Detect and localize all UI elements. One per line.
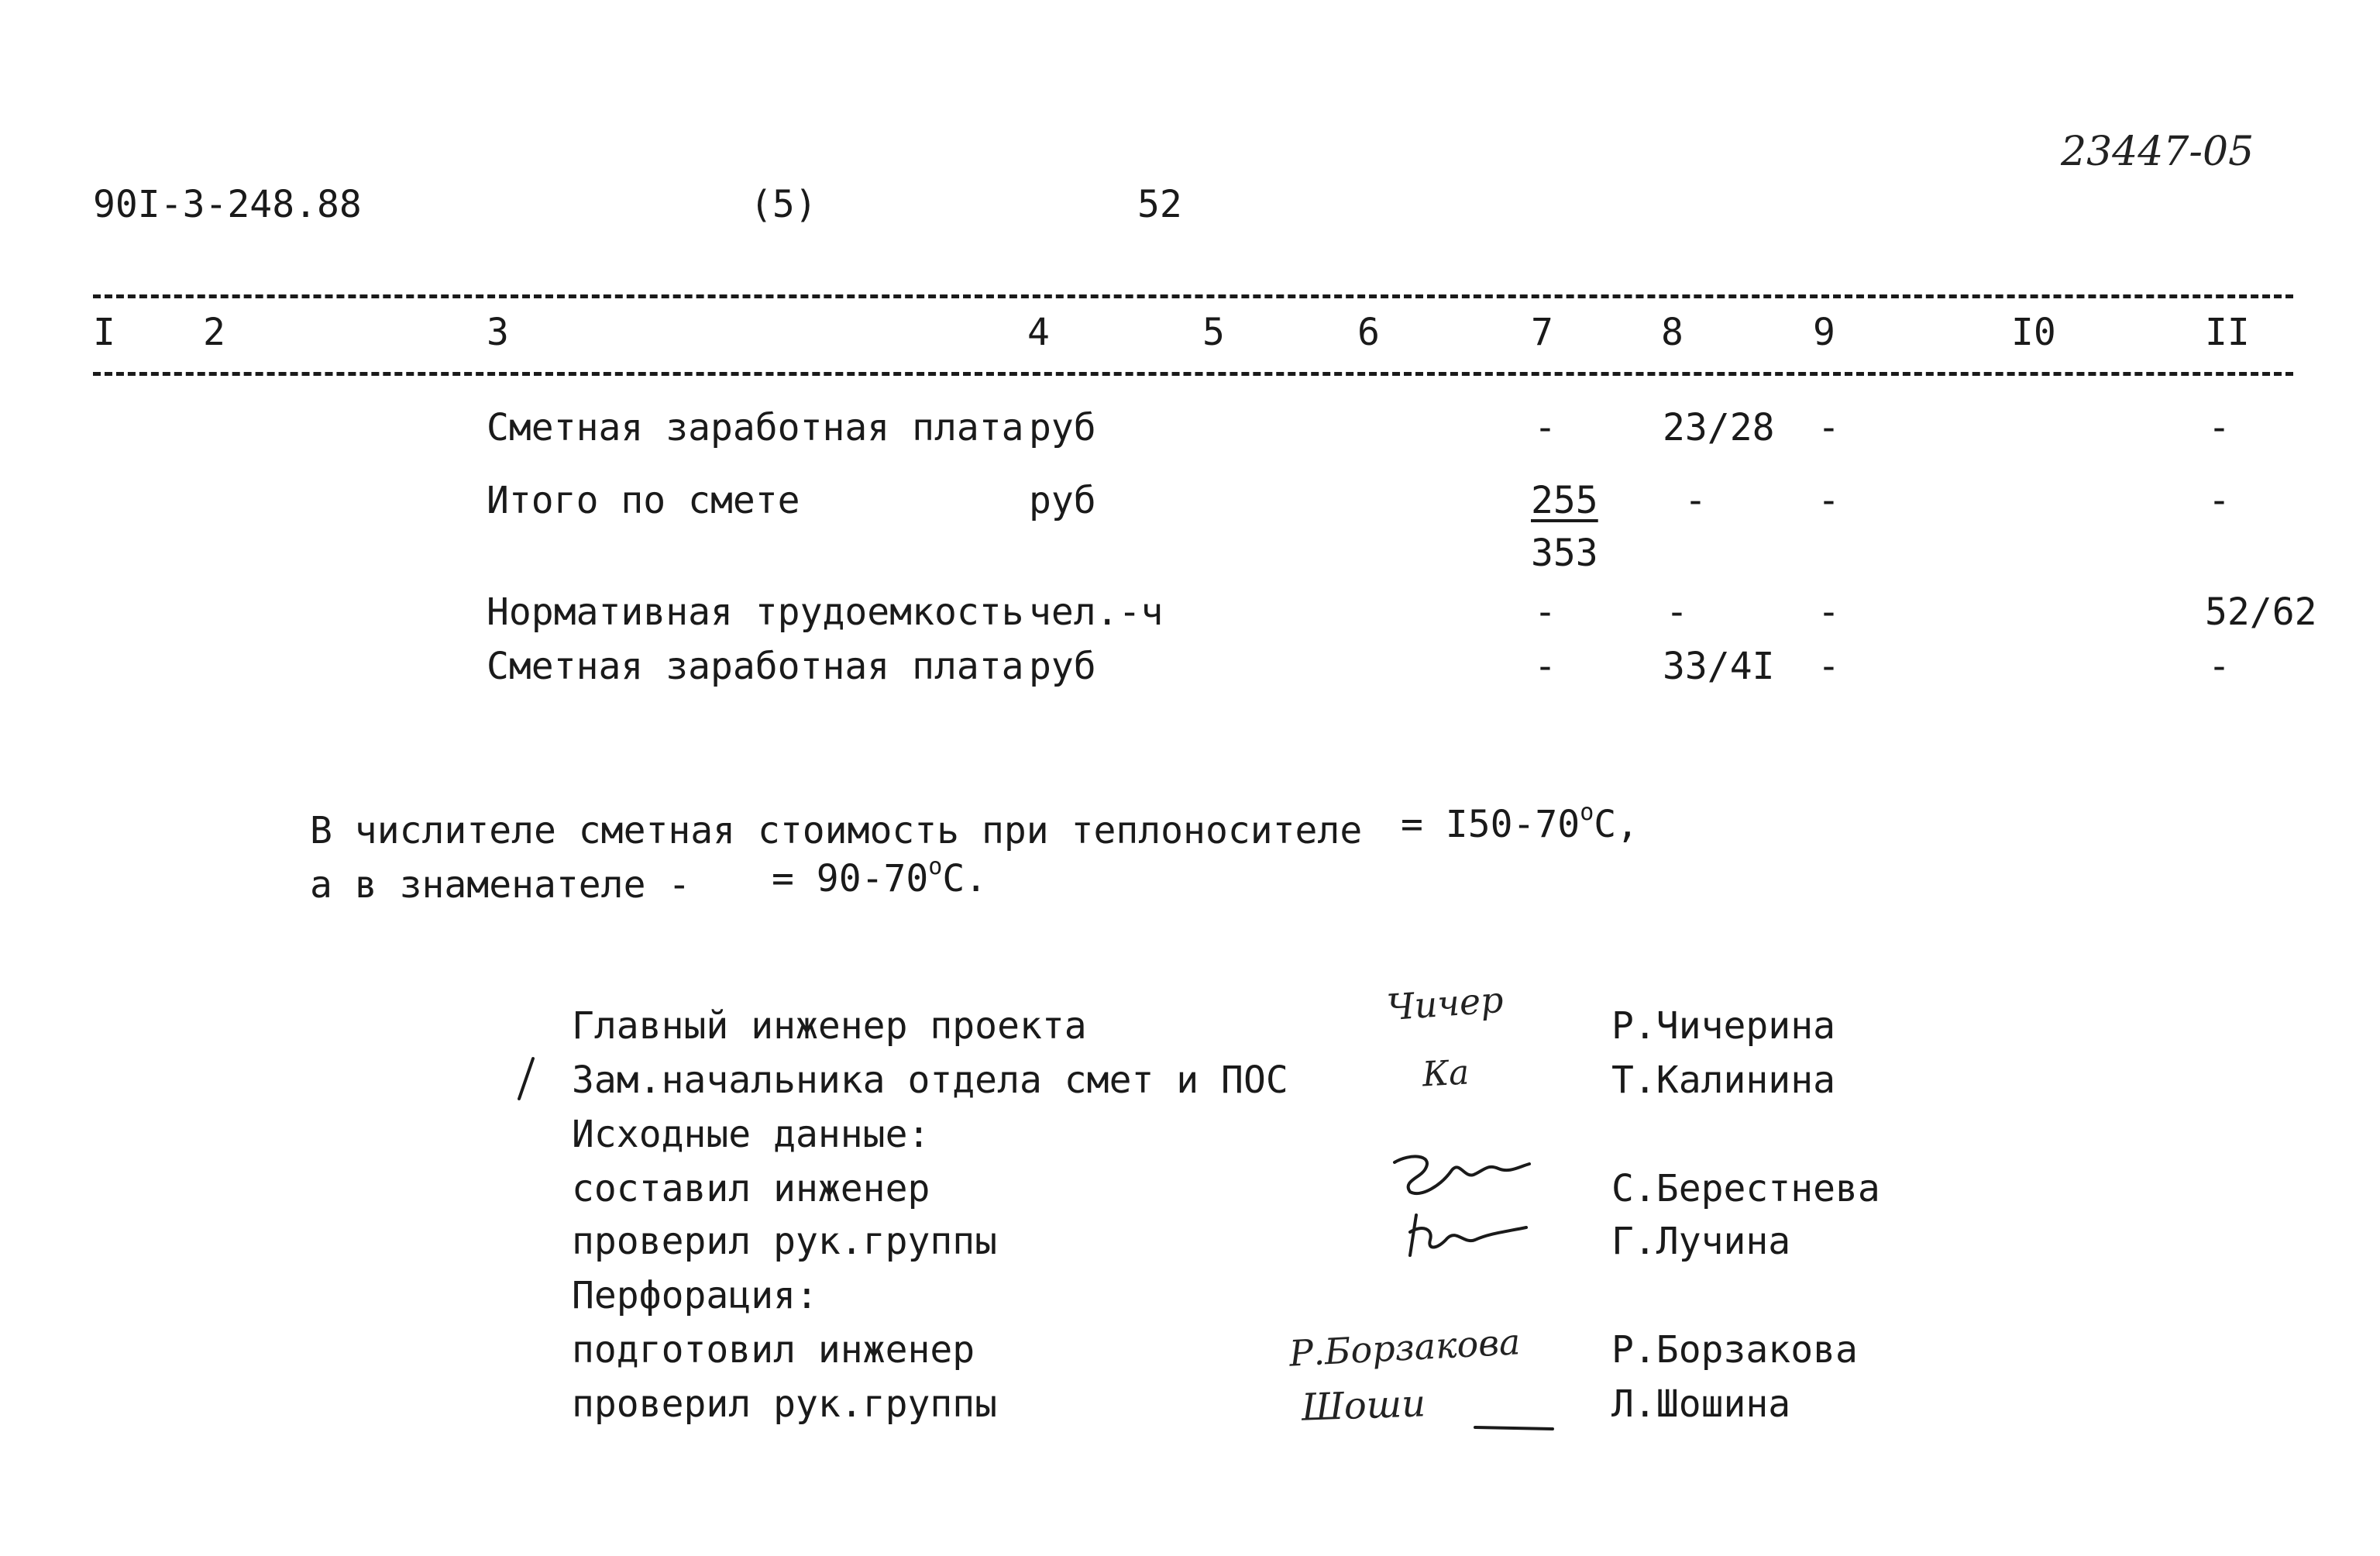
row-1-col7: - xyxy=(1534,406,1556,449)
stamp-number: 23447-05 xyxy=(2061,129,2254,175)
margin-tick-mark xyxy=(514,1055,538,1102)
row-4-col7: - xyxy=(1534,645,1556,688)
col-header-9: 9 xyxy=(1813,311,1835,354)
row-4-col11: - xyxy=(2208,645,2230,688)
signature-role-5: проверил рук.группы xyxy=(572,1220,998,1263)
row-2-col7-numerator: 255 xyxy=(1531,479,1598,522)
row-3-col9: - xyxy=(1818,590,1840,634)
signature-underline xyxy=(1472,1420,1557,1435)
col-header-11: II xyxy=(2205,311,2250,354)
page-number: 52 xyxy=(1137,183,1182,226)
col-header-4: 4 xyxy=(1027,311,1050,354)
col-header-2: 2 xyxy=(203,311,225,354)
row-1-col9: - xyxy=(1818,406,1840,449)
col-header-3: 3 xyxy=(487,311,509,354)
signature-name-5: Г.Лучина xyxy=(1611,1220,1791,1263)
row-2-name: Итого по смете xyxy=(487,479,800,522)
row-4-col9: - xyxy=(1818,645,1840,688)
row-1-name: Сметная заработная плата xyxy=(487,406,1024,449)
row-2-col8: - xyxy=(1684,479,1707,522)
note-line-2-value: = $90-70^oC$. xyxy=(772,853,988,900)
row-1-col11: - xyxy=(2208,406,2230,449)
row-2-unit: руб xyxy=(1029,479,1096,522)
signature-role-7: подготовил инженер xyxy=(572,1328,975,1372)
row-4-unit: руб xyxy=(1029,645,1096,688)
row-3-col8: - xyxy=(1666,590,1688,634)
col-header-10: I0 xyxy=(2011,311,2056,354)
signature-role-6: Перфорация: xyxy=(572,1274,818,1317)
signature-role-8: проверил рук.группы xyxy=(572,1382,998,1426)
col-header-5: 5 xyxy=(1202,311,1225,354)
row-2-col7-denominator: 353 xyxy=(1531,532,1598,575)
document-part: (5) xyxy=(750,183,817,226)
row-1-unit: руб xyxy=(1029,406,1096,449)
row-3-unit: чел.-ч xyxy=(1029,590,1164,634)
header-rule-top xyxy=(93,294,2293,298)
signature-name-7: Р.Борзакова xyxy=(1611,1328,1858,1372)
col-header-7: 7 xyxy=(1531,311,1553,354)
signature-mark-4 xyxy=(1387,1147,1534,1201)
signature-mark-1: Чичер xyxy=(1385,978,1505,1029)
signature-name-2: Т.Калинина xyxy=(1611,1059,1835,1102)
row-4-name: Сметная заработная плата xyxy=(487,645,1024,688)
signature-name-8: Л.Шошина xyxy=(1611,1382,1791,1426)
signature-role-2: Зам.начальника отдела смет и ПОС xyxy=(572,1059,1288,1102)
header-rule-bottom xyxy=(93,372,2293,376)
row-4-col8: 33/4I xyxy=(1663,645,1775,688)
col-header-1: I xyxy=(93,311,115,354)
row-3-name: Нормативная трудоемкость xyxy=(487,590,1024,634)
signature-name-4: С.Берестнева xyxy=(1611,1167,1880,1210)
row-1-col8: 23/28 xyxy=(1663,406,1775,449)
note-line-1: В числителе сметная стоимость при теплоносителе xyxy=(310,809,1363,852)
signature-mark-7: Р.Борзакова xyxy=(1288,1320,1522,1375)
row-2-col9: - xyxy=(1818,479,1840,522)
signature-mark-5 xyxy=(1402,1209,1534,1263)
signature-role-4: составил инженер xyxy=(572,1167,930,1210)
signature-mark-8: Шоши xyxy=(1301,1382,1426,1430)
row-3-col11: 52/62 xyxy=(2205,590,2317,634)
signature-role-3: Исходные данные: xyxy=(572,1113,930,1156)
note-line-2: а в знаменателе - xyxy=(310,863,691,907)
signature-mark-2: Ка xyxy=(1421,1052,1470,1095)
row-3-col7: - xyxy=(1534,590,1556,634)
row-2-col11: - xyxy=(2208,479,2230,522)
signature-role-1: Главный инженер проекта xyxy=(572,1004,1087,1048)
document-code: 90I-3-248.88 xyxy=(93,183,362,226)
signature-name-1: Р.Чичерина xyxy=(1611,1004,1835,1048)
col-header-6: 6 xyxy=(1357,311,1380,354)
note-line-1-value: = $I50-70^oC$, xyxy=(1401,799,1639,846)
col-header-8: 8 xyxy=(1661,311,1684,354)
